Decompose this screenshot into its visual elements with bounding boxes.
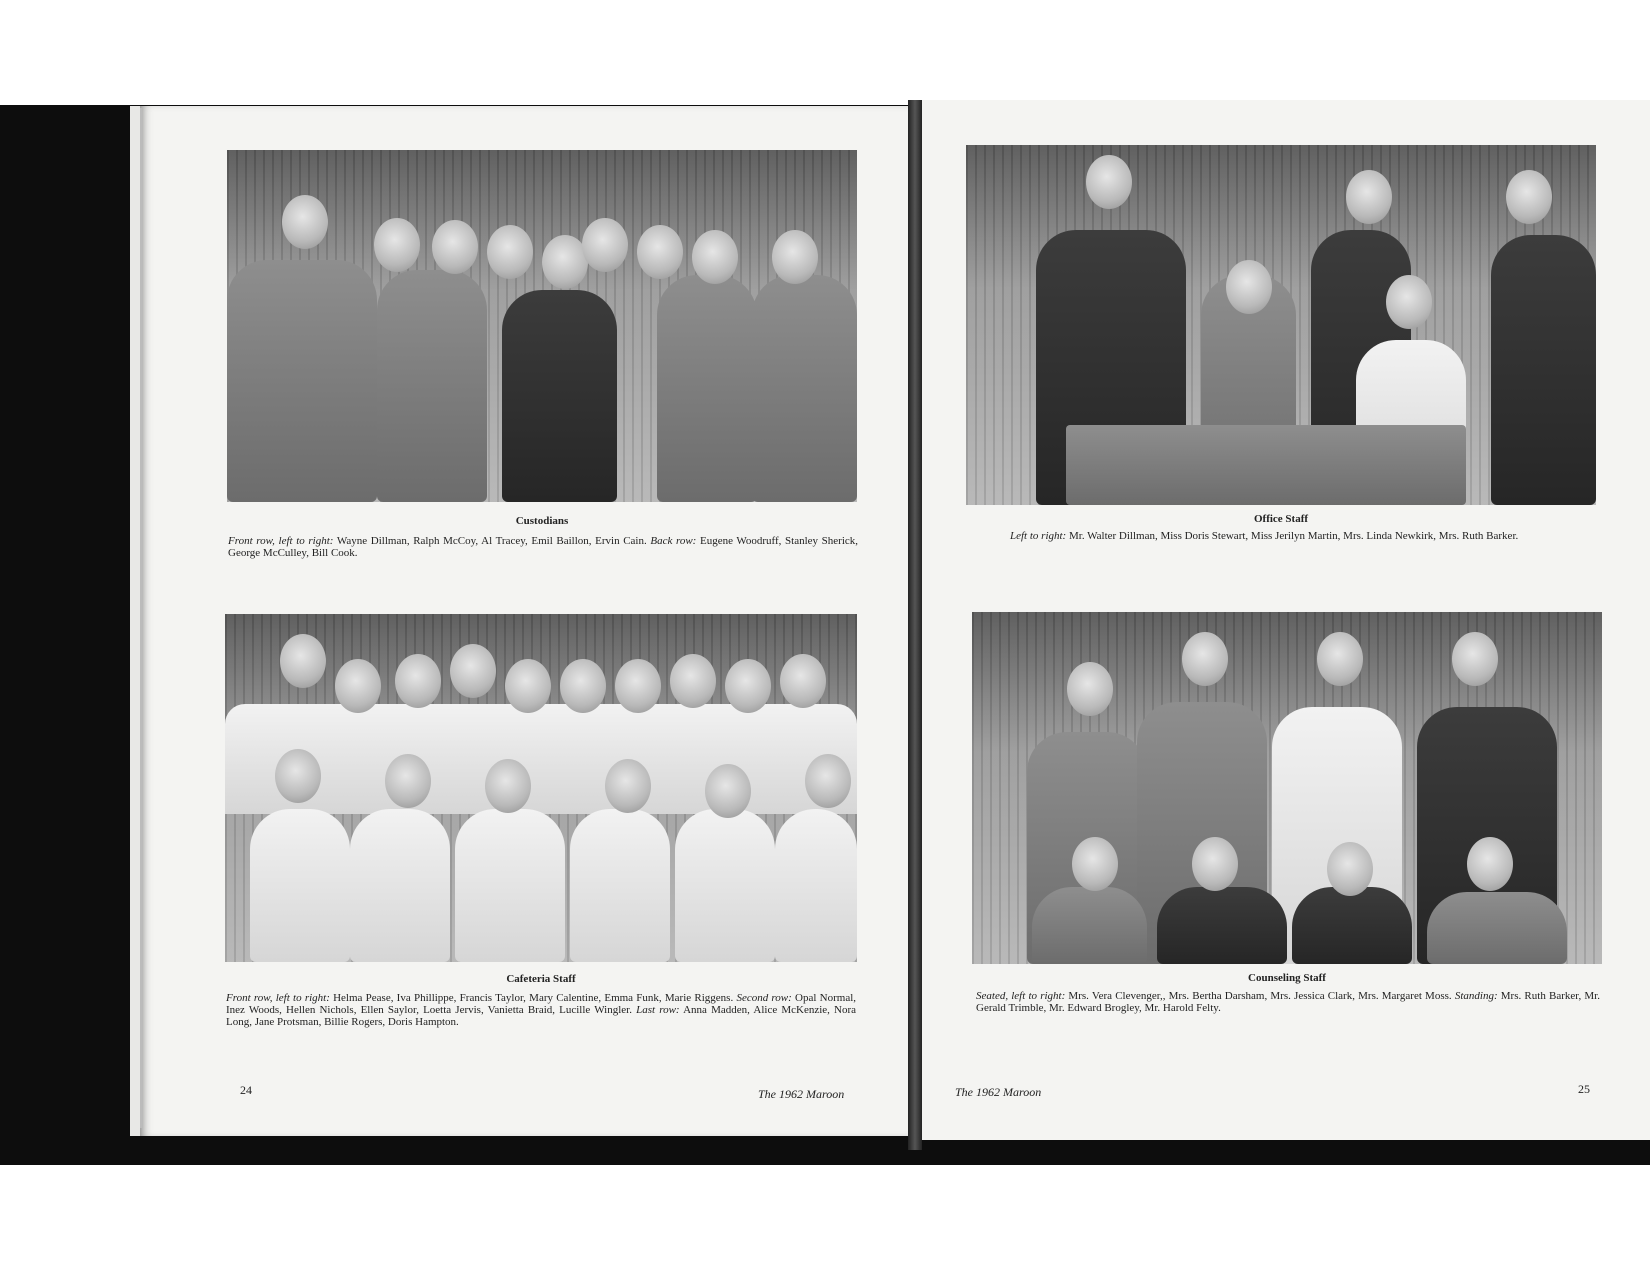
page-edge	[140, 108, 142, 1128]
counseling-seated-names: Mrs. Vera Clevenger,, Mrs. Bertha Darsham, Mrs. Jessica Clark, Mrs. Margaret Moss.	[1068, 990, 1452, 1002]
office-names: Mr. Walter Dillman, Miss Doris Stewart, Miss Jerilyn Martin, Mrs. Linda Newkirk, Mrs. Ruth Barker.	[1068, 530, 1519, 542]
cafeteria-front-names: Helma Pease, Iva Phillippe, Francis Taylor, Mary Calentine, Emma Funk, Marie Riggens.	[333, 992, 734, 1004]
counseling-standing-names: Mrs. Ruth Barker, Mr. Gerald Trimble, Mr. Edward Brogley, Mr. Harold Felty.	[976, 990, 1600, 1014]
custodians-photo	[227, 150, 857, 502]
cafeteria-last-label: Last row:	[636, 1004, 680, 1016]
cafeteria-title: Cafeteria Staff	[506, 973, 576, 985]
office-label: Left to right:	[1010, 530, 1067, 542]
cafeteria-second-names: Opal Normal, Inez Woods, Hellen Nichols, Ellen Saylor, Loetta Jervis, Vanietta Braid, Lucille Wingler.	[226, 992, 857, 1016]
custodians-title: Custodians	[515, 515, 569, 527]
cafeteria-photo	[225, 614, 857, 962]
counseling-standing-label: Standing:	[1454, 990, 1498, 1002]
cafeteria-last-names: Anna Madden, Alice McKenzie, Nora Long, Jane Protsman, Billie Rogers, Doris Hampton.	[226, 1004, 857, 1028]
counseling-caption	[976, 990, 1600, 1014]
office-caption	[1010, 530, 1610, 542]
right-running-title: The 1962 Maroon	[955, 1085, 1042, 1099]
book-gutter	[908, 100, 922, 1150]
left-running-title: The 1962 Maroon	[758, 1087, 845, 1101]
counseling-title: Counseling Staff	[1248, 972, 1326, 984]
custodians-front-names: Wayne Dillman, Ralph McCoy, Al Tracey, Emil Baillon, Ervin Cain.	[336, 535, 647, 547]
office-photo	[966, 145, 1596, 505]
office-title: Office Staff	[1253, 513, 1309, 525]
counseling-seated-label: Seated, left to right:	[976, 990, 1066, 1002]
cafeteria-caption	[226, 992, 856, 1028]
left-page-number: 24	[240, 1083, 252, 1097]
right-page-number: 25	[1578, 1082, 1590, 1096]
cafeteria-second-label: Second row:	[736, 992, 792, 1004]
cafeteria-front-label: Front row, left to right:	[226, 992, 330, 1004]
custodians-back-names: Eugene Woodruff, Stanley Sherick, George McCulley, Bill Cook.	[228, 535, 859, 559]
custodians-back-label: Back row:	[650, 535, 697, 547]
custodians-caption	[228, 535, 858, 559]
custodians-front-label: Front row, left to right:	[228, 535, 334, 547]
counseling-photo	[972, 612, 1602, 964]
